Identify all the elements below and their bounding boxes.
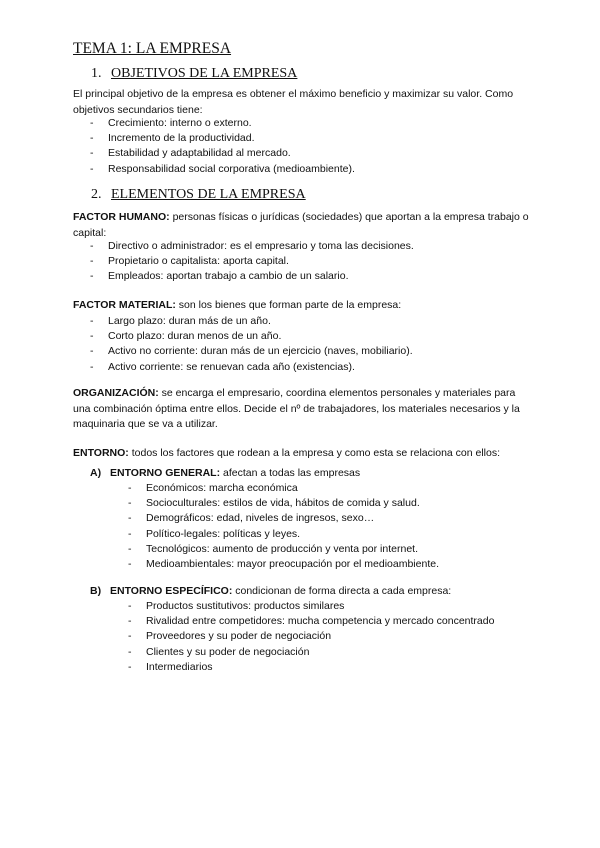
section-1-heading [91, 66, 297, 82]
objectives-list [90, 116, 355, 177]
section-1-intro: El principal objetivo de la empresa es obtener el máximo beneficio y maximizar su valor. Como objetivos secundarios tiene: [73, 88, 514, 116]
factor-humano-label: FACTOR HUMANO: [73, 211, 170, 223]
section-2-heading [91, 187, 306, 203]
entorno-paragraph [73, 446, 533, 462]
list-item: - Directivo o administrador: es el empresario y toma las decisiones. [90, 239, 414, 254]
list-item: - Estabilidad y adaptabilidad al mercado. [90, 146, 355, 161]
list-item: - Proveedores y su poder de negociación [128, 629, 494, 644]
factor-material-list [90, 314, 413, 375]
factor-humano-text: personas físicas o jurídicas (sociedades) que aportan a la empresa trabajo o capital: [73, 211, 529, 239]
entorno-label: ENTORNO: [73, 447, 129, 459]
entorno-especifico-label: ENTORNO ESPECÍFICO: [110, 585, 233, 597]
list-item: - Demográficos: edad, niveles de ingresos, sexo… [128, 511, 439, 526]
section-1-number: 1. [91, 66, 102, 81]
factor-material-paragraph [73, 298, 533, 314]
entorno-general-label: ENTORNO GENERAL: [110, 467, 221, 479]
entorno-especifico-text: condicionan de forma directa a cada empresa: [235, 585, 452, 597]
section-1-title: OBJETIVOS DE LA EMPRESA [111, 66, 298, 81]
list-item: - Clientes y su poder de negociación [128, 645, 494, 660]
list-item: - Tecnológicos: aumento de producción y venta por internet. [128, 542, 439, 557]
list-item: - Responsabilidad social corporativa (medioambiente). [90, 162, 355, 177]
entorno-especifico-key: B) [90, 585, 102, 597]
list-item: - Propietario o capitalista: aporta capital. [90, 254, 414, 269]
entorno-general-key: A) [90, 467, 102, 479]
factor-material-label: FACTOR MATERIAL: [73, 299, 176, 311]
list-item: - Medioambientales: mayor preocupación por el medioambiente. [128, 557, 439, 572]
entorno-general-heading [90, 466, 360, 481]
section-2-number: 2. [91, 187, 102, 202]
entorno-especifico-list [128, 599, 494, 675]
list-item: - Intermediarios [128, 660, 494, 675]
list-item: - Activo no corriente: duran más de un ejercicio (naves, mobiliario). [90, 344, 413, 359]
list-item: - Productos sustitutivos: productos similares [128, 599, 494, 614]
list-item: - Incremento de la productividad. [90, 131, 355, 146]
list-item: - Rivalidad entre competidores: mucha competencia y mercado concentrado [128, 614, 494, 629]
list-item: - Corto plazo: duran menos de un año. [90, 329, 413, 344]
factor-humano-paragraph [73, 210, 533, 241]
list-item: - Crecimiento: interno o externo. [90, 116, 355, 131]
organizacion-label: ORGANIZACIÓN: [73, 387, 159, 399]
list-item: - Político-legales: políticas y leyes. [128, 527, 439, 542]
factor-material-text: son los bienes que forman parte de la empresa: [178, 299, 402, 311]
list-item: - Económicos: marcha económica [128, 481, 439, 496]
list-item: - Largo plazo: duran más de un año. [90, 314, 413, 329]
list-item: - Activo corriente: se renuevan cada año (existencias). [90, 360, 413, 375]
organizacion-paragraph [73, 386, 533, 433]
list-item: - Empleados: aportan trabajo a cambio de un salario. [90, 269, 414, 284]
document-title: TEMA 1: LA EMPRESA [73, 40, 232, 57]
entorno-general-text: afectan a todas las empresas [222, 467, 361, 479]
section-2-title: ELEMENTOS DE LA EMPRESA [111, 187, 306, 202]
entorno-text: todos los factores que rodean a la empresa y como esta se relaciona con ellos: [131, 447, 501, 459]
entorno-especifico-heading [90, 584, 451, 599]
organizacion-text: se encarga el empresario, coordina elementos personales y materiales para una combinación óptima entre ellos. Decide el nº de trabajadores, los materiales necesarios y la maquinaria que se va a utilizar. [73, 387, 520, 430]
entorno-general-list [128, 481, 439, 572]
factor-humano-list [90, 239, 414, 285]
list-item: - Socioculturales: estilos de vida, hábitos de comida y salud. [128, 496, 439, 511]
